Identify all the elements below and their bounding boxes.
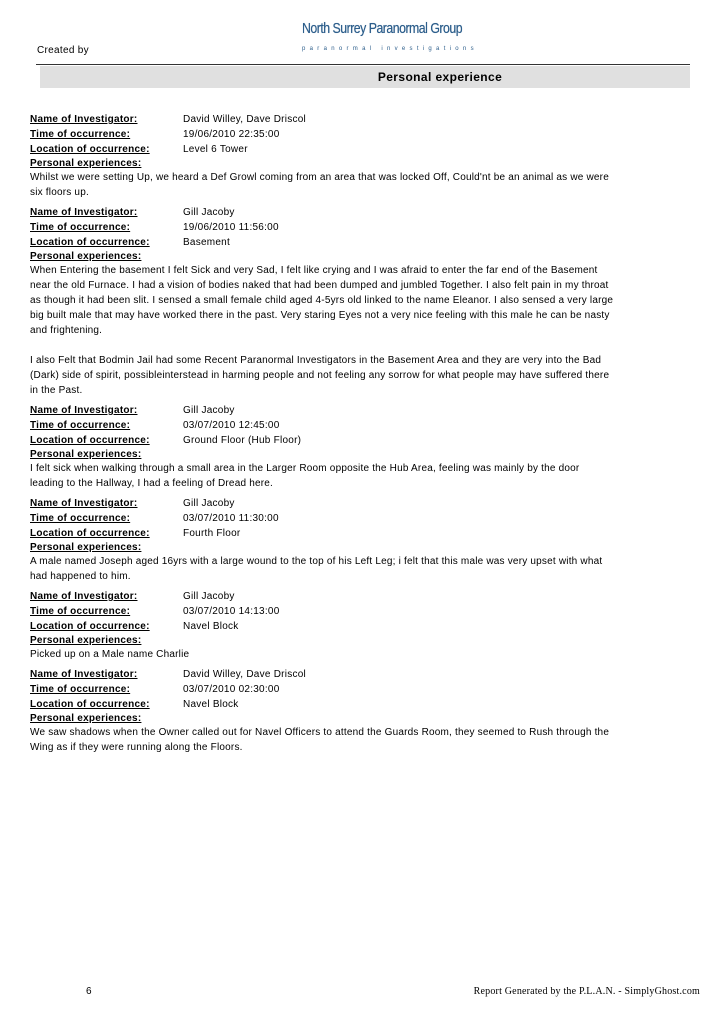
experience-text: I felt sick when walking through a small area in the Larger Room opposite the Hub Area, feeling was mainly by the door leading to the Hallway, I had a feeling of Dread here. [30, 463, 583, 489]
occurrence-location-value: Navel Block [183, 699, 239, 710]
occurrence-location-value: Level 6 Tower [183, 144, 248, 155]
occurrence-location-value: Ground Floor (Hub Floor) [183, 435, 302, 446]
experience-entry [30, 112, 615, 200]
occurrence-location-label: Location of occurrence: [30, 237, 150, 248]
occurrence-location-row [30, 142, 615, 157]
report-footer: Report Generated by the P.L.A.N. - SimplyGhost.com [473, 986, 700, 997]
occurrence-location-label: Location of occurrence: [30, 621, 150, 632]
investigator-name-value: Gill Jacoby [183, 498, 235, 509]
header-rule [36, 64, 690, 65]
group-logo [302, 20, 478, 58]
occurrence-time-value: 03/07/2010 02:30:00 [183, 684, 280, 695]
occurrence-location-row [30, 619, 615, 634]
occurrence-time-label: Time of occurrence: [30, 606, 131, 617]
investigator-name-label: Name of Investigator: [30, 669, 138, 680]
created-by-label: Created by [37, 45, 89, 56]
occurrence-location-value: Fourth Floor [183, 528, 241, 539]
investigator-name-row [30, 403, 615, 418]
section-title: Personal experience [377, 70, 503, 84]
occurrence-time-row [30, 220, 615, 235]
occurrence-time-label: Time of occurrence: [30, 222, 131, 233]
investigator-name-label: Name of Investigator: [30, 591, 138, 602]
experience-text: A male named Joseph aged 16yrs with a large wound to the top of his Left Leg; i felt that this male was very upset with what had happened to him. [30, 556, 606, 582]
occurrence-location-label: Location of occurrence: [30, 144, 150, 155]
occurrence-time-value: 03/07/2010 14:13:00 [183, 606, 280, 617]
investigator-name-label: Name of Investigator: [30, 114, 138, 125]
experience-entry [30, 403, 615, 491]
occurrence-time-row [30, 418, 615, 433]
occurrence-location-label: Location of occurrence: [30, 435, 150, 446]
experience-text: Whilst we were setting Up, we heard a Def Growl coming from an area that was locked Off, Could'nt be an animal as we were six floors up. [30, 172, 612, 198]
occurrence-time-row [30, 682, 615, 697]
occurrence-time-label: Time of occurrence: [30, 129, 131, 140]
logo-title: North Surrey Paranormal Group [302, 20, 463, 37]
experience-text: When Entering the basement I felt Sick and very Sad, I felt like crying and I was afraid to enter the far end of the Basement near the old Furnace. I had a vision of bodies naked that had been dumped and jumbled Together. I also felt pain in my throat as though it had been slit. I sensed a small female child aged 4-5yrs old linked to the name Eleanor. I also sensed a very large big built male that may have worked there in the past. Very staring Eyes not a very nice feeling with this male he can be nasty and frightening. [30, 265, 617, 336]
investigator-name-row [30, 496, 615, 511]
page-number: 6 [86, 986, 92, 997]
occurrence-time-value: 03/07/2010 11:30:00 [183, 513, 279, 524]
logo-subtitle: paranormal investigations [302, 46, 478, 52]
personal-experiences-label: Personal experiences: [30, 542, 142, 553]
investigator-name-value: David Willey, Dave Driscol [183, 114, 307, 125]
occurrence-time-row [30, 127, 615, 142]
occurrence-location-row [30, 433, 615, 448]
occurrence-location-row [30, 526, 615, 541]
occurrence-location-label: Location of occurrence: [30, 699, 150, 710]
occurrence-time-label: Time of occurrence: [30, 684, 131, 695]
occurrence-location-value: Navel Block [183, 621, 239, 632]
personal-experiences-label: Personal experiences: [30, 251, 142, 262]
investigator-name-row [30, 112, 615, 127]
investigator-name-row [30, 589, 615, 604]
occurrence-location-value: Basement [183, 237, 231, 248]
occurrence-location-row [30, 697, 615, 712]
section-header-bar [40, 66, 690, 88]
investigator-name-label: Name of Investigator: [30, 498, 138, 509]
occurrence-time-label: Time of occurrence: [30, 513, 131, 524]
occurrence-time-value: 19/06/2010 11:56:00 [183, 222, 279, 233]
experience-text: Picked up on a Male name Charlie [30, 649, 190, 660]
occurrence-time-row [30, 604, 615, 619]
investigator-name-row [30, 205, 615, 220]
occurrence-time-row [30, 511, 615, 526]
occurrence-time-value: 03/07/2010 12:45:00 [183, 420, 280, 431]
occurrence-location-label: Location of occurrence: [30, 528, 150, 539]
experience-entry [30, 496, 615, 584]
experience-entry [30, 667, 615, 755]
investigator-name-label: Name of Investigator: [30, 207, 138, 218]
occurrence-location-row [30, 235, 615, 250]
investigator-name-value: Gill Jacoby [183, 591, 235, 602]
personal-experiences-label: Personal experiences: [30, 635, 142, 646]
personal-experiences-label: Personal experiences: [30, 449, 142, 460]
investigator-name-value: Gill Jacoby [183, 405, 235, 416]
personal-experiences-label: Personal experiences: [30, 713, 142, 724]
personal-experiences-label: Personal experiences: [30, 158, 142, 169]
investigator-name-row [30, 667, 615, 682]
investigator-name-label: Name of Investigator: [30, 405, 138, 416]
investigator-name-value: Gill Jacoby [183, 207, 235, 218]
experience-list [30, 112, 615, 760]
experience-text: I also Felt that Bodmin Jail had some Recent Paranormal Investigators in the Basement Area and they are very into the Bad (Dark) side of spirit, possibleinterstead in harming people and not feeling any sorrow for what people may have suffered there in the Past. [30, 355, 613, 396]
experience-entry [30, 589, 615, 662]
experience-text: We saw shadows when the Owner called out for Navel Officers to attend the Guards Room, they seemed to Rush through the Wing as if they were running along the Floors. [30, 727, 613, 753]
experience-entry [30, 205, 615, 398]
occurrence-time-value: 19/06/2010 22:35:00 [183, 129, 280, 140]
investigator-name-value: David Willey, Dave Driscol [183, 669, 307, 680]
occurrence-time-label: Time of occurrence: [30, 420, 131, 431]
